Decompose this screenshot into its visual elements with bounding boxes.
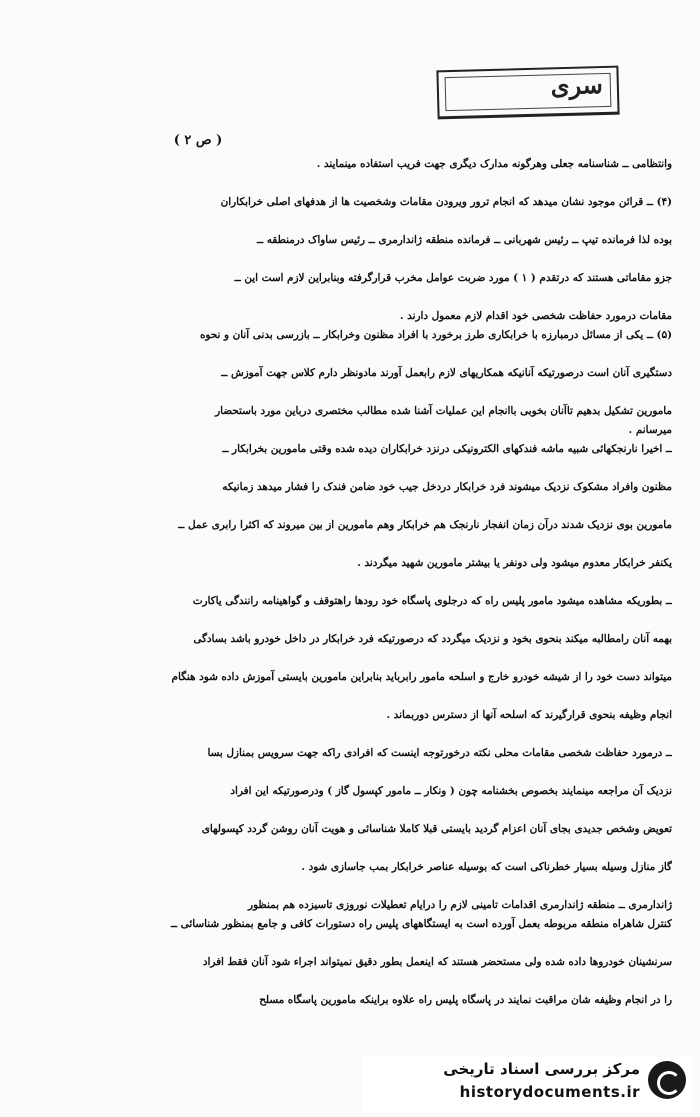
text-line: ــ اخیرا نارنجکهائی شبیه ماشه فندکهای الکترونیکی درنزد خرابکاران دیده شده وقتی مامورین بخرابکار ــ [222,443,672,455]
watermark-url: historydocuments.ir [459,1083,640,1101]
text-line: مامورین بوی نزدیک شدند درآن زمان انفجار نارنجک هم خرابکار وهم مامورین از بین میروند که اکثرا رابری عمل ــ [178,519,672,531]
page-number: ( ص ۲ ) [173,133,223,148]
text-line: بوده لذا فرمانده تیپ ــ رئیس شهربانی ــ فرمانده منطقه ژاندارمری ــ رئیس ساواک درمنطقه ــ [257,234,672,246]
text-line: (۴) ــ قرائن موجود نشان میدهد که انجام ترور ویرودن مقامات وشخصیت ها از هدفهای اصلی خرابکاران [220,196,672,208]
text-line: کنترل شاهراه منطقه مربوطه بعمل آورده است به ایستگاههای پلیس راه دستورات کافی و جامع بمنظور شناسائی ــ [170,918,672,930]
classification-stamp [436,66,619,120]
text-line: نزدیک آن مراجعه مینمایند بخصوص بخشنامه چون ( ونکار ــ مامور کپسول گاز ) ودرصورتیکه این افراد [230,785,672,797]
text-line: بهمه آنان رامطالبه میکند بنحوی بخود و نزدیک میگردد که درصورتیکه فرد خرابکار در داخل خودرو باشد بسادگی [193,633,672,645]
text-line: مظنون وافراد مشکوک نزدیک میشوند فرد خرابکار دردخل جیب خود ضامن فندک را فشار میدهد زمانیکه [222,481,672,493]
text-line: وانتظامی ــ شناسنامه جعلی وهرگونه مدارک دیگری جهت فریب استفاده مینمایند . [316,158,672,170]
text-line: سرنشینان خودروها داده شده ولی مستحضر هستند که اینعمل بطور دقیق نمیتواند اجراء شود آنان فقط افراد [202,956,672,968]
archive-watermark [362,1057,692,1111]
text-line: ــ درمورد حفاظت شخصی مقامات محلی نکته درخورتوجه اینست که افرادی راکه جهت سرویس بمنازل بسا [207,747,672,759]
text-line: (۵) ــ یکی از مسائل درمبارزه با خرابکاری طرز برخورد با افراد مظنون وخرابکار ــ بازرسی بدنی آنان و نحوه [199,329,672,341]
stamp-text: سری [550,70,604,101]
text-line: میتواند دست خود را از شیشه خودرو خارج و اسلحه مامور رابرباید بنابراین مامورین بایستی آموزش داده شود هنگام [171,671,672,683]
text-line: تعویض وشخص جدیدی بجای آنان اعزام گردید بایستی قبلا کاملا شناسائی و هویت آنان روشن گردد کپسولهای [201,823,672,835]
text-line: مامورین تشکیل بدهیم تاآنان بخوبی باانجام این عملیات آشنا شده مطالب مختصری درباین مورد باستحضار [215,405,672,417]
archive-logo-icon [648,1061,686,1099]
text-line: جزو مقاماتی هستند که درتقدم ( ۱ ) مورد ضربت عوامل مخرب قرارگرفته وبنابراین لازم است این ــ [234,272,672,284]
text-line: انجام وظیفه بنحوی قرارگیرند که اسلحه آنها از دسترس دوربماند . [386,709,672,721]
text-line: ــ بطوریکه مشاهده میشود مامور پلیس راه که درجلوی پاسگاه خود رودها راهتوقف و گواهینامه رانندگی یاکارت [192,595,672,607]
text-line: یکنفر خرابکار معدوم میشود ولی دونفر یا بیشتر مامورین شهید میگردند . [357,557,672,569]
text-line: مقامات درمورد حفاظت شخصی خود اقدام لازم معمول دارند . [399,310,672,322]
text-line: میرسانم . [628,424,672,436]
watermark-title-fa: مرکز بررسی اسناد تاریخی [443,1060,640,1078]
document-body [48,155,672,1087]
text-line: دستگیری آنان است درصورتیکه آنانیکه همکاریهای لازم رابعمل آورند مادونظر دارم کلاس جهت آموزش ــ [221,367,672,379]
text-line: را در انجام وظیفه شان مراقبت نمایند در پاسگاه پلیس راه علاوه براینکه مامورین پاسگاه مسلح [259,994,672,1006]
text-line: ژاندارمری ــ منطقه ژاندارمری اقدامات تامینی لازم را درایام تعطیلات نوروزی تاسیزده هم بمنظور [248,899,672,911]
text-line: گاز منازل وسیله بسیار خطرناکی است که بوسیله عناصر خرابکار بمب جاسازی شود . [301,861,672,873]
